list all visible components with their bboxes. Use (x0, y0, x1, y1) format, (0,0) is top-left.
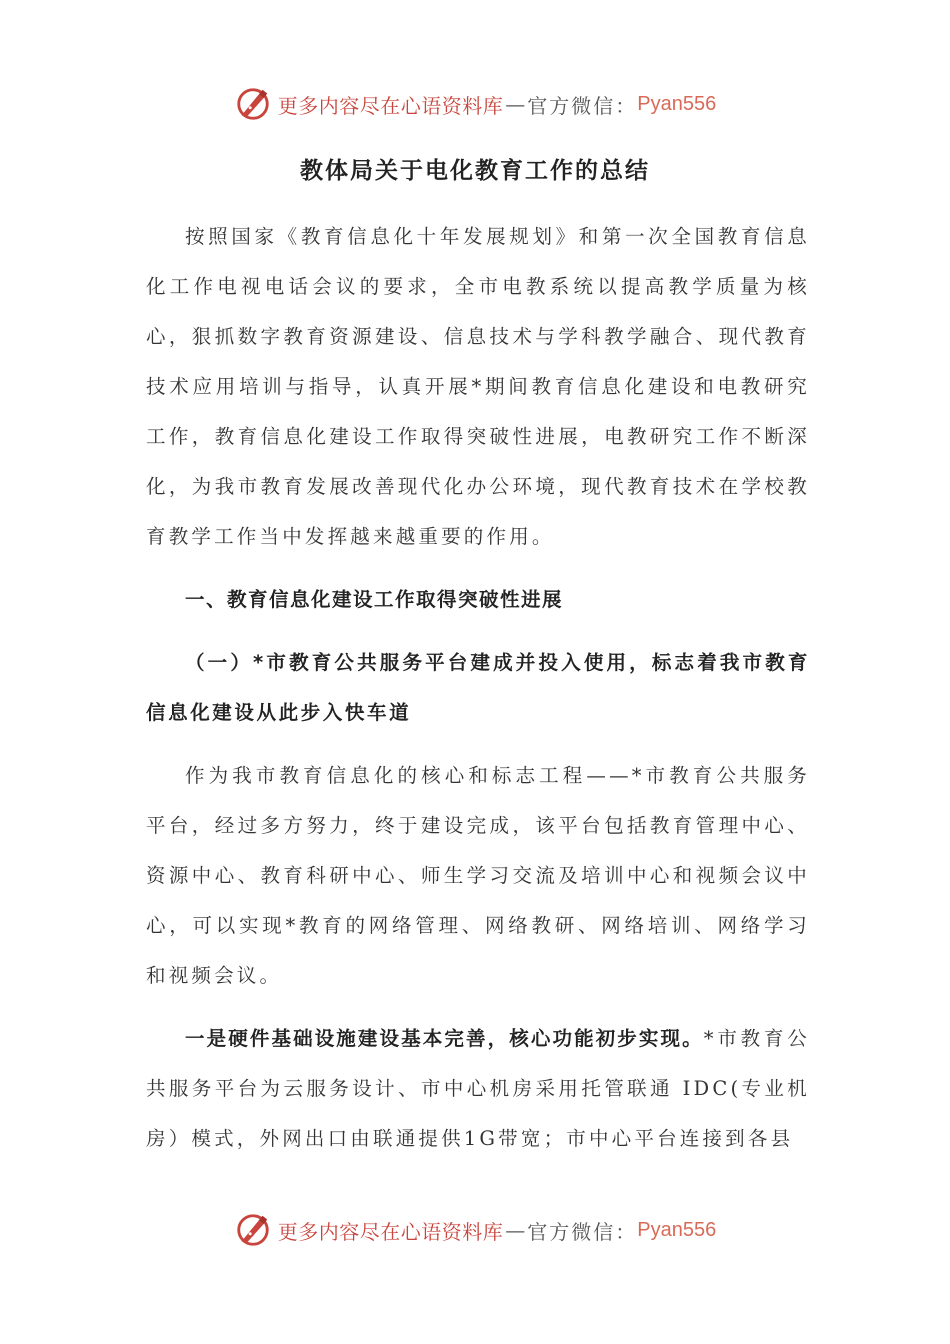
document-title: 教体局关于电化教育工作的总结 (300, 158, 650, 184)
banner-wechat-label: 官方微信： (527, 1219, 638, 1244)
watermark-banner-top (0, 82, 950, 126)
banner-wechat-label: 官方微信： (527, 93, 638, 118)
hardware-paragraph-lead: 一是硬件基础设施建设基本完善，核心功能初步实现。 (185, 1027, 704, 1050)
pen-nib-logo-icon (234, 1211, 272, 1249)
pen-nib-logo-icon (234, 85, 272, 123)
banner-separator: — (505, 1218, 526, 1242)
document-body (146, 212, 810, 1164)
banner-brand-text: 更多内容尽在心语资料库 (277, 1219, 504, 1244)
hardware-paragraph-text: *市教育公共服务平台为云服务设计、市中心机房采用托管联通 IDC(专业机房）模式，外网出口由联通提供1G带宽；市中心平台连接到各县 (146, 1027, 810, 1150)
banner-wechat-id: Pyan556 (637, 92, 717, 115)
platform-paragraph: 作为我市教育信息化的核心和标志工程——*市教育公共服务平台，经过多方努力，终于建设完成，该平台包括教育管理中心、资源中心、教育科研中心、师生学习交流及培训中心和视频会议中心，可以实现*教育的网络管理、网络教研、网络培训、网络学习和视频会议。 (146, 764, 810, 987)
hardware-paragraph (146, 1014, 810, 1164)
section-heading-1: 一、教育信息化建设工作取得突破性进展 (185, 588, 564, 611)
intro-paragraph: 按照国家《教育信息化十年发展规划》和第一次全国教育信息化工作电视电话会议的要求，全市电教系统以提高教学质量为核心，狠抓数字教育资源建设、信息技术与学科教学融合、现代教育技术应用培训与指导，认真开展*期间教育信息化建设和电教研究工作，教育信息化建设工作取得突破性进展，电教研究工作不断深化，为我市教育发展改善现代化办公环境，现代教育技术在学校教育教学工作当中发挥越来越重要的作用。 (146, 225, 810, 548)
banner-brand-text: 更多内容尽在心语资料库 (277, 93, 504, 118)
watermark-banner-bottom (0, 1208, 950, 1252)
subsection-heading-1: （一）*市教育公共服务平台建成并投入使用，标志着我市教育信息化建设从此步入快车道 (146, 651, 810, 724)
banner-wechat-id: Pyan556 (637, 1218, 717, 1241)
banner-separator: — (505, 92, 526, 116)
